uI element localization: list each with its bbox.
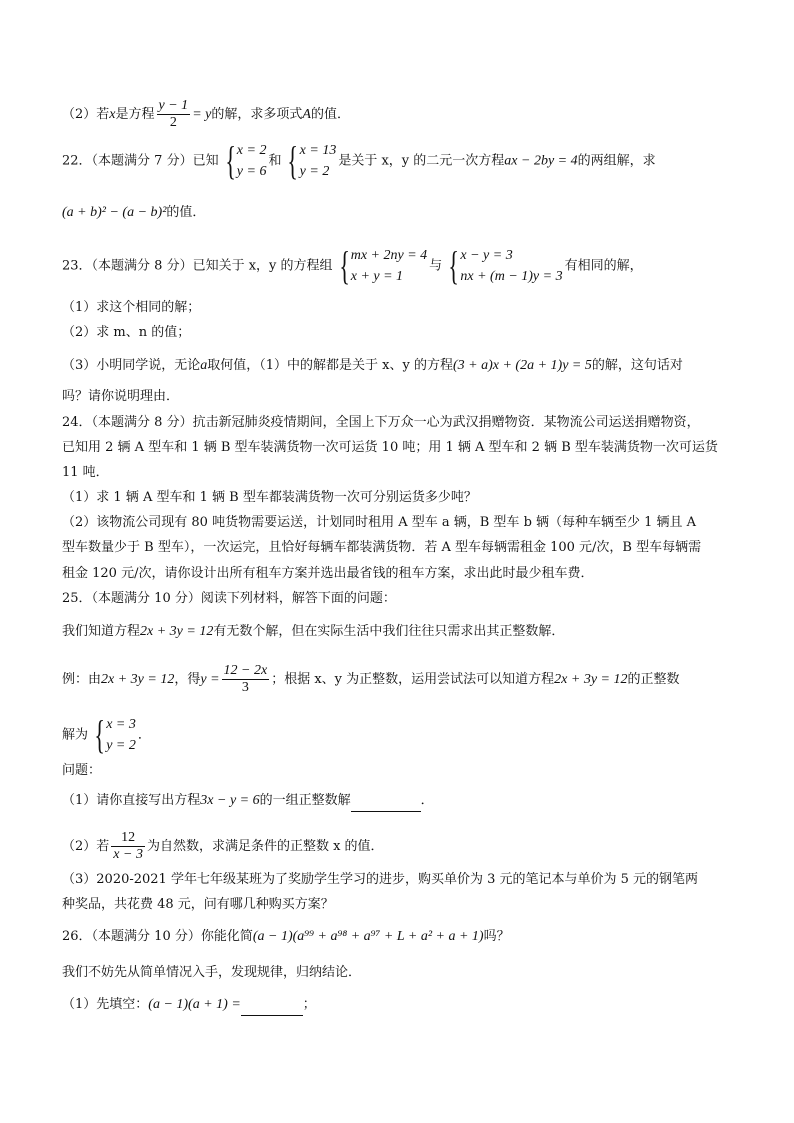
q25-part3: （3）2020-2021 学年七年级某班为了奖励学生学习的进步，购买单价为 3 元的笔记本与单价为 5 元的钢笔两 [62, 872, 699, 887]
equation: (a − 1)(a + 1) = [148, 997, 241, 1012]
text: 的两组解，求 [577, 153, 656, 169]
q24-part2-cont: 型车数量少于 B 型车），一次运完，且恰好每辆车都装满货物．若 A 型车每辆需租金 100 元/次，B 型车每辆需 [62, 540, 702, 555]
equation: 2x + 3y = 12 [554, 672, 628, 687]
text: （2）若 [62, 107, 110, 122]
q26-intro: 我们不妨先从简单情况入手，发现规律，归纳结论． [62, 965, 362, 980]
text: 的解，这句话对 [591, 358, 683, 373]
q25-problems-label: 问题： [62, 763, 102, 778]
text: 是关于 x，y 的二元一次方程 [338, 153, 505, 169]
equation: 3x − y = 6 [200, 793, 260, 808]
text: 我们知道方程 [62, 624, 141, 639]
equation: 2x + 3y = 12 [140, 624, 214, 639]
expression: (a − 1)(a⁹⁹ + a⁹⁸ + a⁹⁷ + L + a² + a + 1) [252, 929, 484, 944]
brace: { [94, 712, 105, 757]
text: 的正整数 [627, 672, 680, 687]
system-2 [444, 245, 562, 287]
text: （2）若 [62, 839, 110, 854]
q22-line2 [62, 203, 205, 223]
brace: { [448, 243, 460, 288]
eq-row: y = 6 [236, 164, 267, 179]
q24-line1: 24．（本题满分 8 分）抗击新冠肺炎疫情期间，全国上下万众一心为武汉捐赠物资．某物流公司运送捐赠物资， [62, 415, 700, 430]
text: ； [302, 997, 316, 1012]
numerator: 12 − 2x [223, 663, 268, 678]
text: ． [137, 727, 151, 743]
q24-part1: （1）求 1 辆 A 型车和 1 辆 B 型车都装满货物一次可分别运货多少吨？ [62, 490, 477, 505]
text: ，得 [174, 672, 201, 687]
q23-part2: （2）求 m、n 的值； [62, 325, 191, 340]
var-x: x [109, 107, 116, 122]
system-solution [90, 714, 136, 756]
text: ；根据 x、y 为正整数，运用尝试法可以知道方程 [271, 672, 555, 687]
equation: 2x + 3y = 12 [101, 672, 175, 687]
text: （1）请你直接写出方程 [62, 793, 201, 808]
eq-row: x + y = 1 [350, 269, 404, 284]
denominator: x − 3 [113, 847, 143, 862]
eq-row: x = 13 [299, 143, 337, 158]
fraction [222, 663, 270, 696]
denominator: 3 [241, 680, 249, 695]
var-a: a [200, 358, 208, 373]
q25-solution [62, 714, 151, 756]
q25-part1 [62, 791, 434, 812]
text: 的一组正整数解 [259, 793, 351, 808]
text: 的解，求多项式 [211, 107, 303, 122]
brace: { [287, 138, 299, 183]
system-1 [335, 245, 428, 287]
q25-part3-cont: 种奖品，共花费 48 元，问有哪几种购买方案？ [62, 897, 334, 912]
question-head: 22．（本题满分 7 分）已知 [62, 153, 219, 169]
text: 的值． [310, 107, 350, 122]
expression: (a + b)² − (a − b)² [62, 205, 167, 220]
text: 有相同的解， [564, 258, 643, 274]
q25-material [62, 622, 564, 642]
eq-row: x − y = 3 [460, 248, 513, 263]
brace: { [224, 138, 236, 183]
text: 和 [268, 153, 282, 169]
q24-part2: （2）该物流公司现有 80 吨货物需要运送，计划同时租用 A 型车 a 辆，B 型车 b 辆（每种车辆至少 1 辆且 A [62, 515, 697, 530]
text: 与 [429, 258, 443, 274]
denominator: 2 [169, 115, 177, 130]
eq-row: y = 2 [106, 738, 136, 753]
q23-line1 [62, 245, 643, 287]
q23-part3-cont: 吗？请你说明理由． [62, 389, 180, 404]
q24-line3: 11 吨． [62, 465, 109, 480]
q26-part1 [62, 995, 316, 1016]
eq-row: mx + 2ny = 4 [350, 248, 428, 263]
fraction [111, 830, 145, 863]
eq-row: x = 3 [106, 717, 136, 732]
equation: ax − 2by = 4 [504, 153, 578, 169]
text: 的值． [166, 205, 206, 220]
text: 吗？ [483, 929, 510, 944]
equation: (3 + a)x + (2a + 1)y = 5 [453, 358, 592, 373]
q22-line1 [62, 140, 656, 182]
text: （1）先填空： [62, 997, 149, 1012]
equation: y = [200, 672, 220, 687]
text: ． [420, 793, 434, 808]
q21-part2 [62, 98, 350, 131]
fraction [157, 98, 191, 131]
equation: = y [192, 107, 212, 122]
answer-blank[interactable] [351, 791, 421, 812]
system-2 [283, 140, 336, 182]
numerator: y − 1 [158, 98, 189, 113]
eq-row: x = 2 [236, 143, 267, 158]
text: 是方程 [115, 107, 155, 122]
q23-part1: （1）求这个相同的解； [62, 300, 201, 315]
text: 解为 [62, 727, 89, 743]
question-head: 23．（本题满分 8 分）已知关于 x，y 的方程组 [62, 258, 333, 274]
text: 为自然数，求满足条件的正整数 x 的值． [146, 839, 384, 854]
q25-part2 [62, 830, 384, 863]
eq-row: y = 2 [299, 164, 330, 179]
text: （3）小明同学说，无论 [62, 358, 201, 373]
text: 取何值，（1）中的解都是关于 x、y 的方程 [207, 358, 453, 373]
system-1 [221, 140, 267, 182]
var-A: A [302, 107, 311, 122]
answer-blank[interactable] [241, 995, 303, 1016]
q25-head: 25．（本题满分 10 分）阅读下列材料，解答下面的问题： [62, 591, 396, 606]
q23-part3 [62, 356, 683, 376]
eq-row: nx + (m − 1)y = 3 [460, 269, 563, 284]
q24-line2: 已知用 2 辆 A 型车和 1 辆 B 型车装满货物一次可运货 10 吨；用 1 辆 A 型车和 2 辆 B 型车装满货物一次可运货 [62, 440, 718, 455]
q24-part2-cont2: 租金 120 元/次，请你设计出所有租车方案并选出最省钱的租车方案，求出此时最少租车费． [62, 566, 594, 581]
question-head: 26．（本题满分 10 分）你能化简 [62, 929, 253, 944]
brace: { [338, 243, 350, 288]
q26-line1 [62, 927, 510, 947]
q25-example [62, 663, 680, 696]
text: 例：由 [62, 672, 102, 687]
numerator: 12 [111, 830, 145, 847]
text: 有无数个解，但在实际生活中我们往往只需求出其正整数解． [213, 624, 565, 639]
